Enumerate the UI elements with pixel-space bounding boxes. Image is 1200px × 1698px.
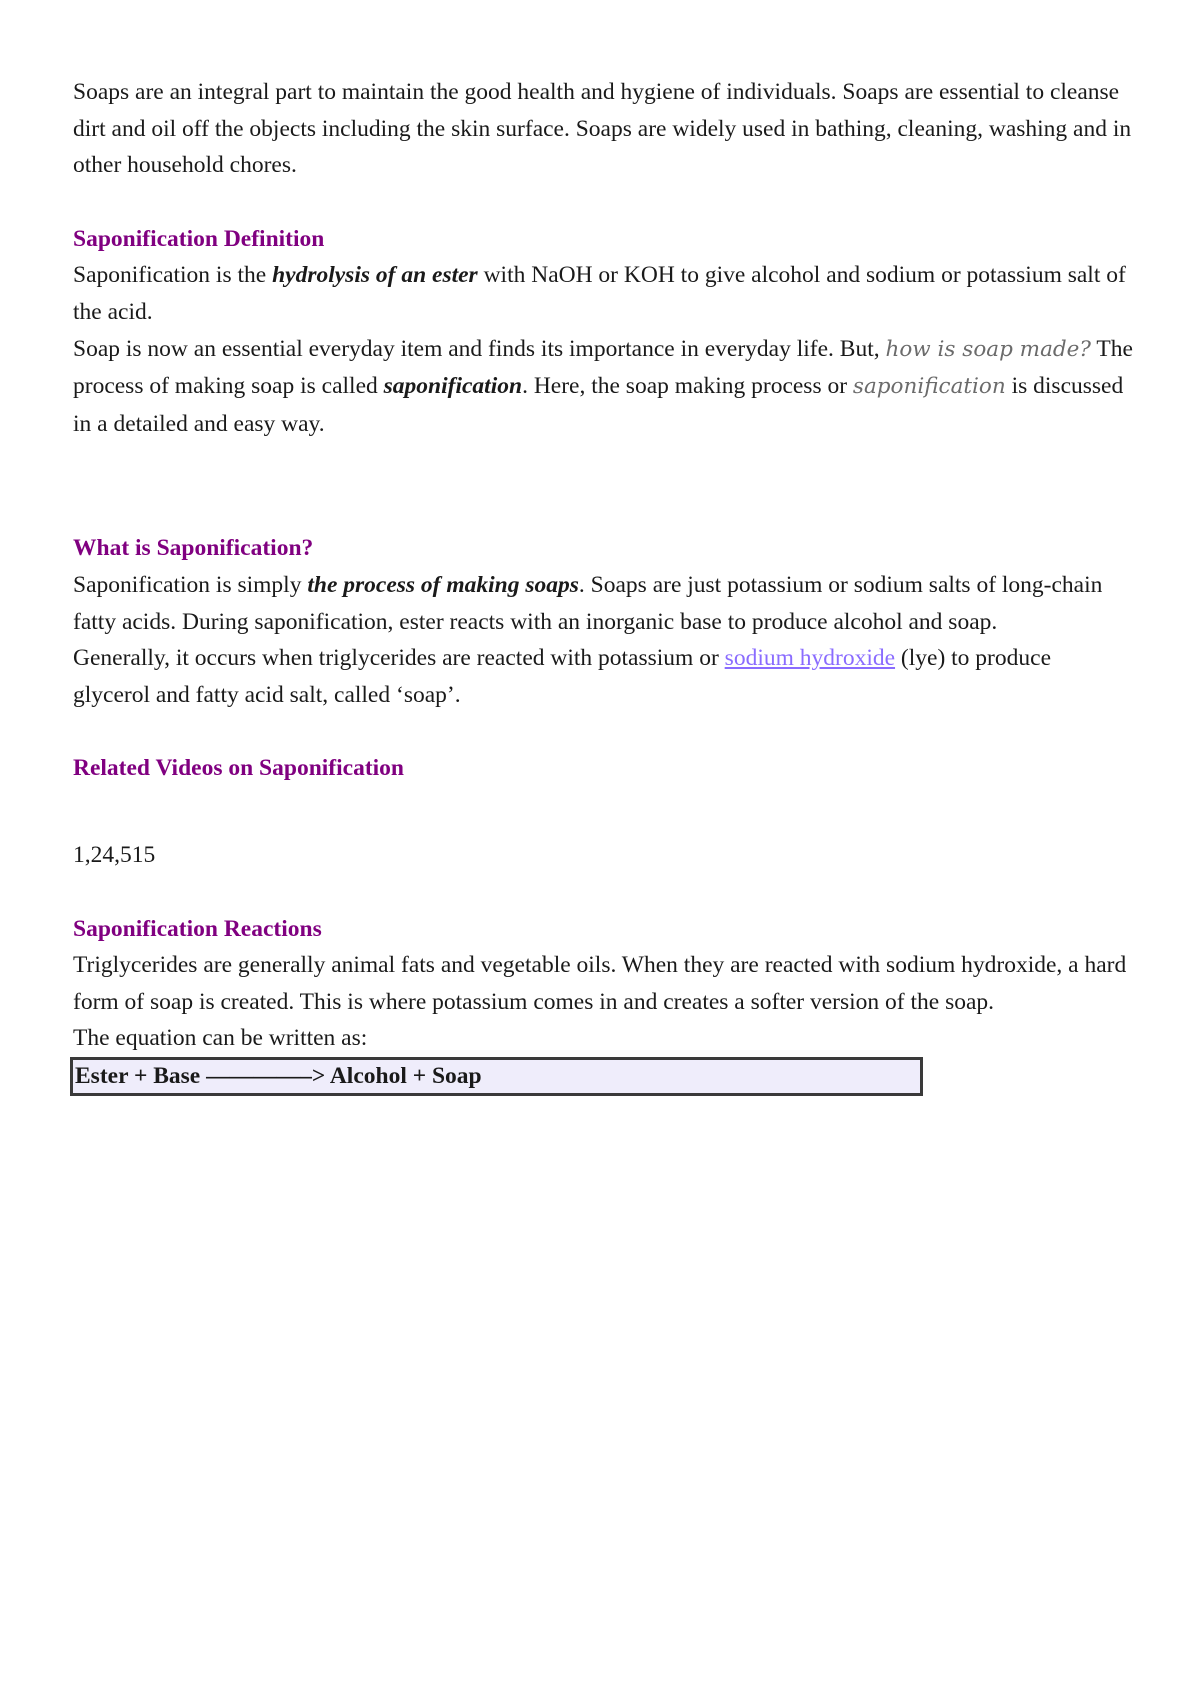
what-is-heading: What is Saponification? — [73, 535, 314, 562]
text-run: with NaOH or KOH to give alcohol and sodium or potassium salt of the acid. — [73, 262, 1126, 325]
text-run: Saponification is simply — [73, 571, 308, 598]
emphasis-process: the process of making soaps — [307, 571, 579, 598]
intro-paragraph: Soaps are an integral part to maintain the good health and hygiene of individuals. Soaps are essential to cleanse dirt and oil off the objects including the skin surface. Soaps are widely used in bathing, cleaning, washing and in other household chores. — [73, 79, 1132, 179]
spacer — [73, 787, 1133, 837]
text-run: Generally, it occurs when triglycerides are reacted with potassium or — [73, 645, 725, 672]
emphasis-saponification: saponification — [383, 373, 523, 400]
text-run: . Soaps are just potassium or sodium salts of long-chain fatty acids. During saponification, ester reacts with an inorganic base to produce alcohol and soap. — [73, 571, 1103, 635]
sodium-hydroxide-link[interactable]: sodium hydroxide — [724, 645, 896, 672]
text-run: is discussed in a detailed and easy way. — [73, 373, 1124, 437]
spacer — [73, 874, 1133, 911]
what-is-paragraph-1 — [73, 567, 1133, 640]
document-page — [73, 74, 1133, 1096]
text-run: Saponification is the — [73, 262, 273, 289]
italic-question: how is soap made? — [885, 336, 1091, 362]
spacer — [73, 442, 1133, 530]
spacer — [73, 184, 1133, 221]
equation-box: Ester + Base ————–> Alcohol + Soap — [70, 1057, 923, 1096]
reactions-heading: Saponification Reactions — [73, 915, 322, 942]
text-run: The process of making soap is called — [73, 335, 1133, 400]
definition-paragraph-1 — [73, 257, 1133, 330]
videos-count: 1,24,515 — [73, 841, 156, 868]
what-is-paragraph-2 — [73, 640, 1133, 713]
reactions-paragraph-1: Triglycerides are generally animal fats and vegetable oils. When they are reacted with sodium hydroxide, a hard form of soap is created. This is where potassium comes in and creates a softer version of the soap. — [73, 952, 1127, 1015]
text-run: (lye) to produce glycerol and fatty acid salt, called ‘soap’. — [73, 645, 1051, 708]
videos-heading: Related Videos on Saponification — [73, 755, 404, 782]
definition-paragraph-2 — [73, 331, 1133, 443]
definition-heading: Saponification Definition — [73, 225, 325, 252]
spacer — [73, 713, 1133, 750]
emphasis-hydrolysis: hydrolysis of an ester — [272, 262, 478, 289]
text-run: Soap is now an essential everyday item and finds its importance in everyday life. But, — [73, 335, 886, 362]
reactions-paragraph-2: The equation can be written as: — [73, 1025, 368, 1052]
italic-saponification: saponification — [852, 374, 1006, 400]
text-run: . Here, the soap making process or — [522, 373, 853, 400]
